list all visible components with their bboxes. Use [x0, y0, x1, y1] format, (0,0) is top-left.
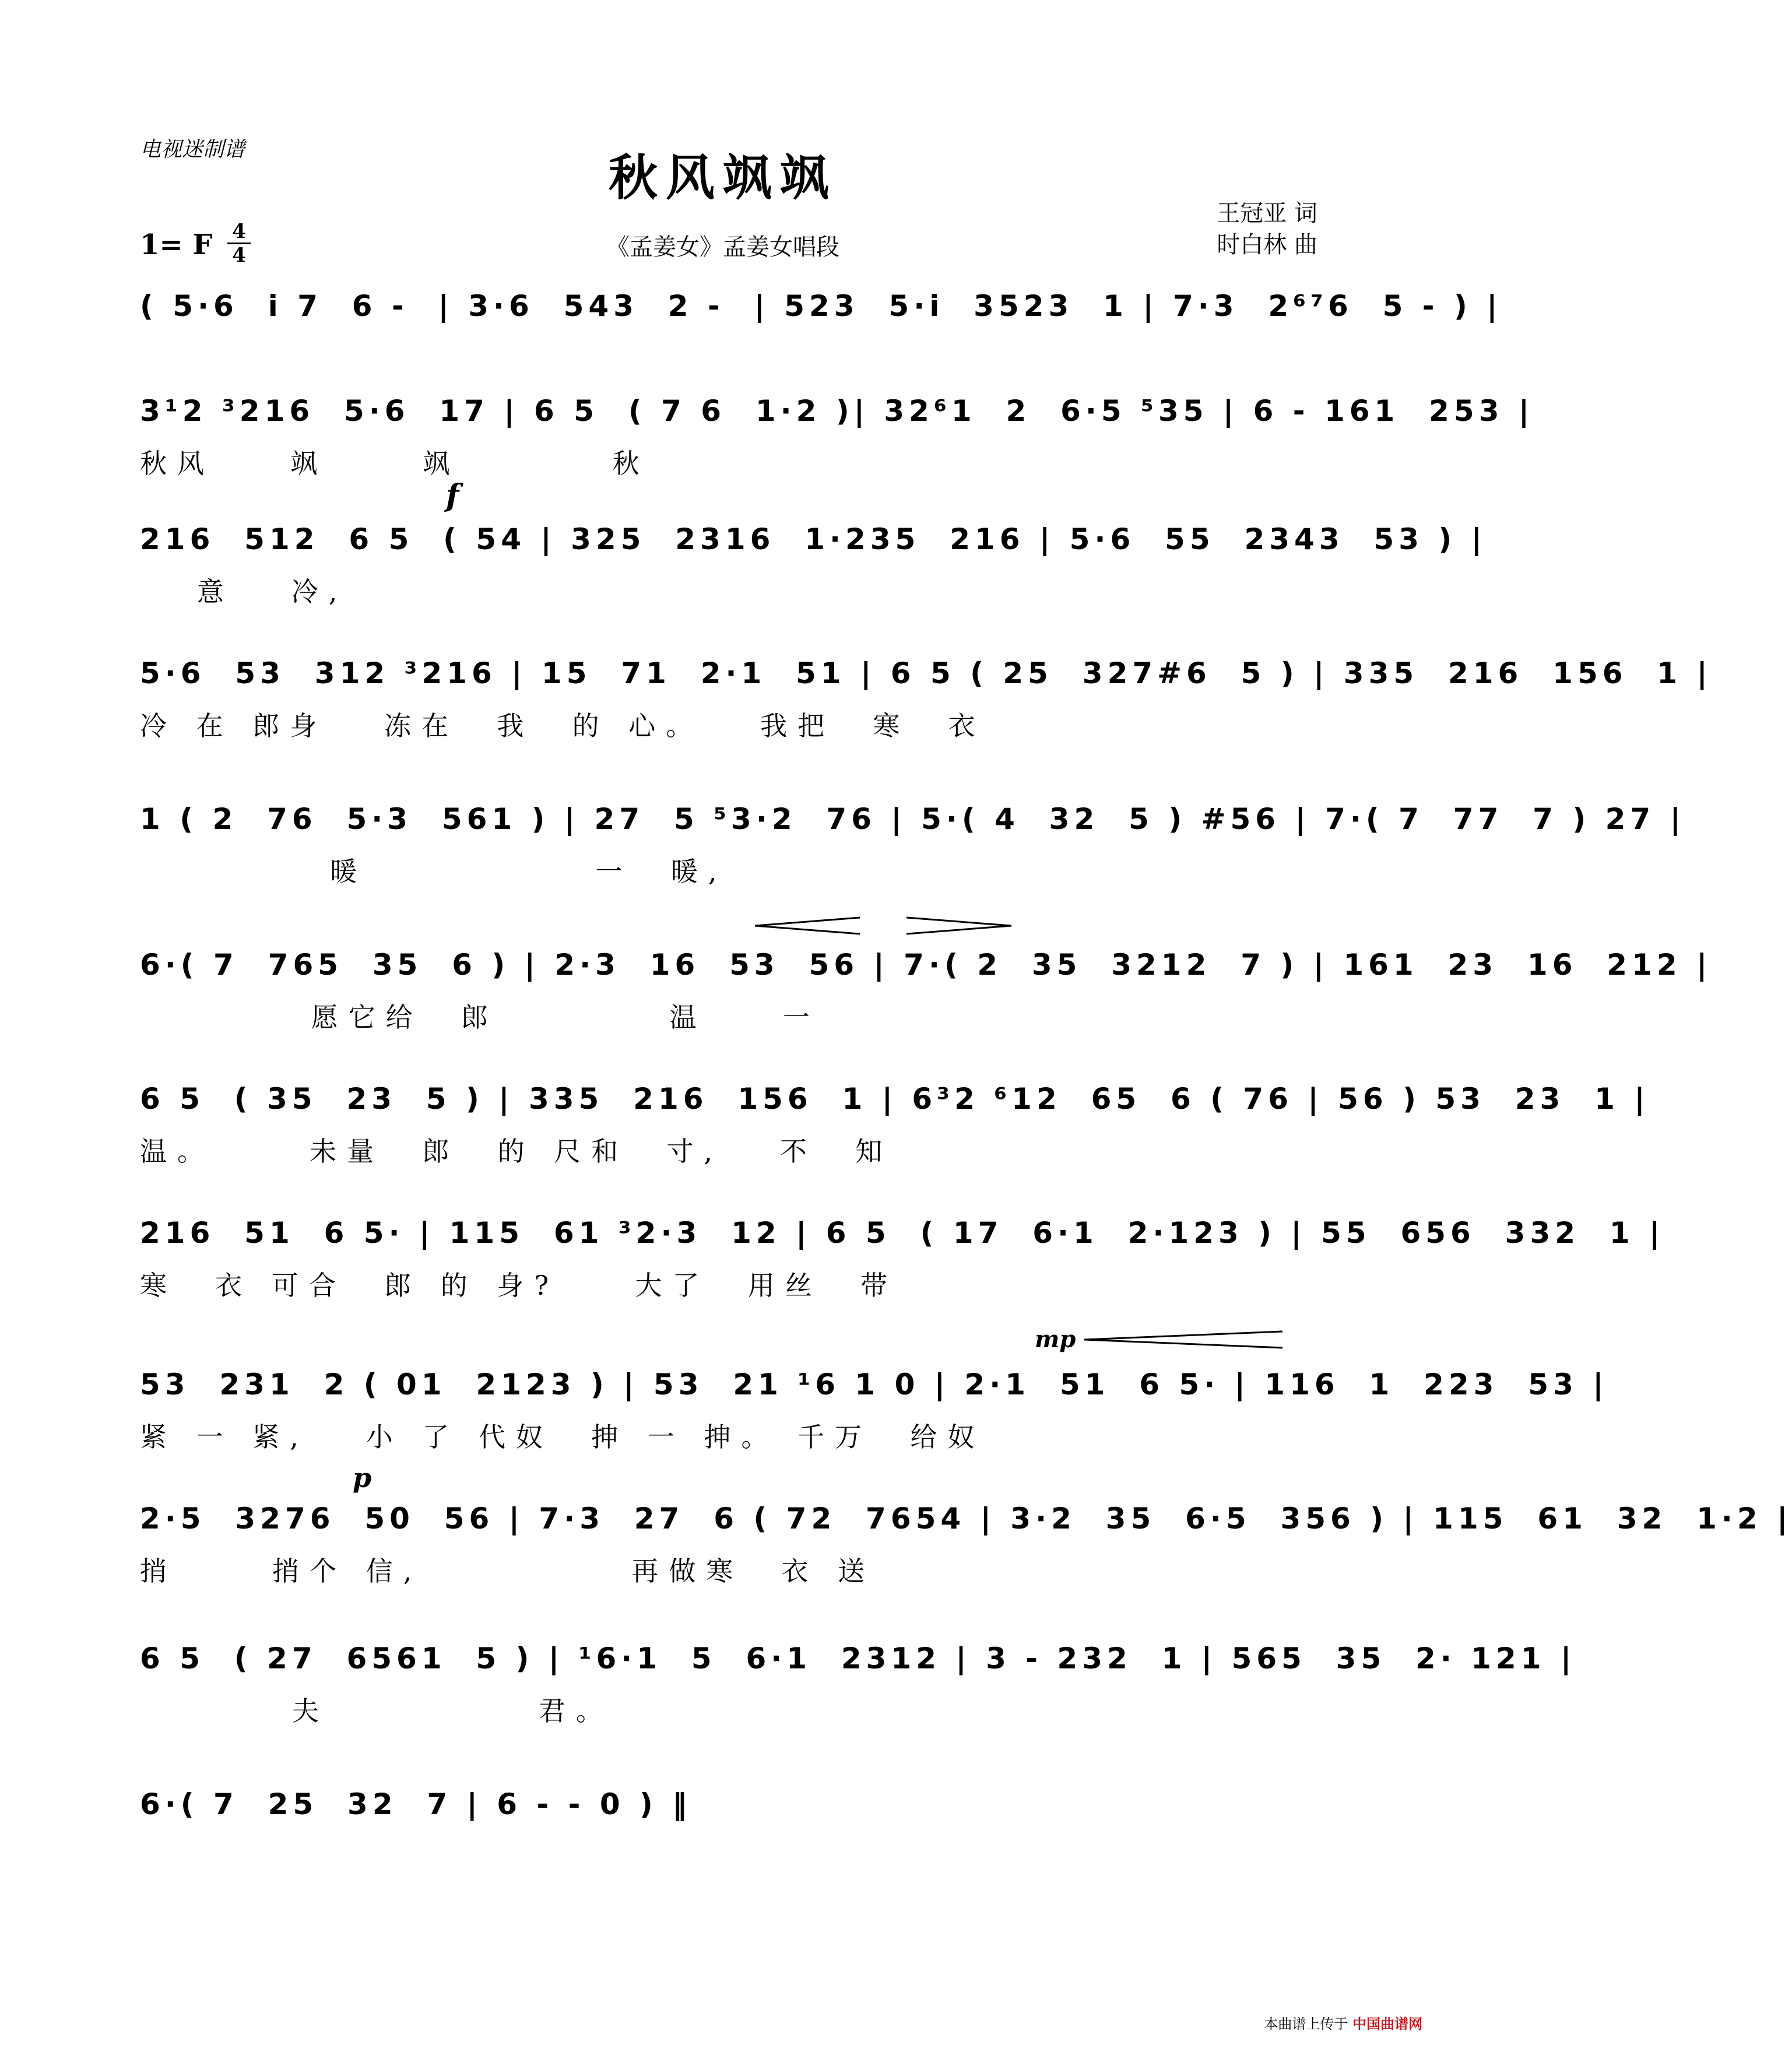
time-signature-bottom: 4 — [232, 244, 246, 267]
lyric-line: 暖 一 暖, — [140, 856, 728, 887]
lyric-line — [140, 338, 1306, 379]
score-credit: 电视迷制谱 — [140, 138, 245, 161]
jianpu-line: 6 5 ( 35 23 5 ) | 335 216 156 1 | 6³2 ⁶12 65 6 ( 76 | 56 ) 53 23 1 | — [140, 1073, 1306, 1125]
lyric-line: 寒 衣 可合 郎 的 身? 大了 用丝 带 — [140, 1270, 898, 1301]
dynamic-mezzo-piano: mp — [1035, 1326, 1076, 1353]
jianpu-line: 2·5 3276 50 56 | 7·3 27 6 ( 72 7654 | 3·2 35 6·5 356 ) | 115 61 32 1·2 | — [140, 1492, 1306, 1545]
lyric-line: 愿它给 郎 温 一 — [140, 1002, 820, 1033]
dynamic-piano: p — [353, 1462, 372, 1494]
lyric-line: 冷 在 郎身 冻在 我 的 心。 我把 寒 衣 — [140, 710, 986, 742]
jianpu-line: 6·( 7 765 35 6 ) | 2·3 16 53 56 | 7·( 2 35 3212 7 ) | 161 23 16 212 | — [140, 939, 1306, 991]
jianpu-line: 53 231 2 ( 01 2123 ) | 53 21 ¹6 1 0 | 2·1 51 6 5· | 116 1 223 53 | — [140, 1358, 1306, 1411]
lyric-line: 夫 君。 — [140, 1695, 613, 1727]
jianpu-line: 216 512 6 5 ( 54 | 325 2316 1·235 216 | 5·6 55 2343 53 ) | — [140, 513, 1306, 565]
time-signature-top: 4 — [232, 220, 246, 243]
key-signature: 1= F — [140, 229, 213, 261]
jianpu-line: 3¹2 ³216 5·6 17 | 6 5 ( 7 6 1·2 )| 32⁶1 2 6·5 ⁵35 | 6 - 161 253 | — [140, 385, 1306, 437]
crescendo-hairpin — [1084, 1329, 1294, 1352]
site-logo[interactable]: 中国曲谱网 — [1352, 2016, 1422, 2032]
lyricist: 王冠亚 词 — [1217, 200, 1317, 227]
crescendo-decrescendo-hairpin — [755, 915, 1023, 939]
jianpu-line: 1 ( 2 76 5·3 561 ) | 27 5 ⁵3·2 76 | 5·( 4 32 5 ) #56 | 7·( 7 77 7 ) 27 | — [140, 793, 1306, 845]
dynamic-forte: f — [446, 478, 459, 514]
subtitle: 《孟姜女》孟姜女唱段 — [606, 234, 839, 261]
jianpu-line: 5·6 53 312 ³216 | 15 71 2·1 51 | 6 5 ( 25 327#6 5 ) | 335 216 156 1 | — [140, 647, 1306, 700]
composer: 时白林 曲 — [1217, 231, 1317, 258]
lyric-line: 秋风 飒 飒 秋 — [140, 448, 650, 479]
jianpu-line: 216 51 6 5· | 115 61 ³2·3 12 | 6 5 ( 17 6·1 2·123 ) | 55 656 332 1 | — [140, 1207, 1306, 1259]
time-signature — [227, 222, 251, 265]
page-title: 秋风飒飒 — [608, 149, 837, 206]
lyric-line: 捎 捎个 信, 再做寒 衣 送 — [140, 1555, 876, 1587]
jianpu-line: 6·( 7 25 32 7 | 6 - - 0 ) ‖ — [140, 1778, 1306, 1830]
lyric-line: 意 冷, — [140, 576, 348, 607]
lyric-line: 温。 未量 郎 的 尺和 寸, 不 知 — [140, 1136, 893, 1167]
footer — [1264, 2012, 1422, 2033]
lyric-line: 紧 一 紧, 小 了 代奴 抻 一 抻。 千万 给奴 — [140, 1421, 985, 1453]
jianpu-line: 6 5 ( 27 6561 5 ) | ¹6·1 5 6·1 2312 | 3 - 232 1 | 565 35 2· 121 | — [140, 1632, 1306, 1685]
jianpu-line: ( 5·6 i 7 6 - | 3·6 543 2 - | 523 5·i 3523 1 | 7·3 2⁶⁷6 5 - ) | — [140, 280, 1306, 332]
footer-upload-text: 本曲谱上传于 — [1264, 2016, 1348, 2032]
